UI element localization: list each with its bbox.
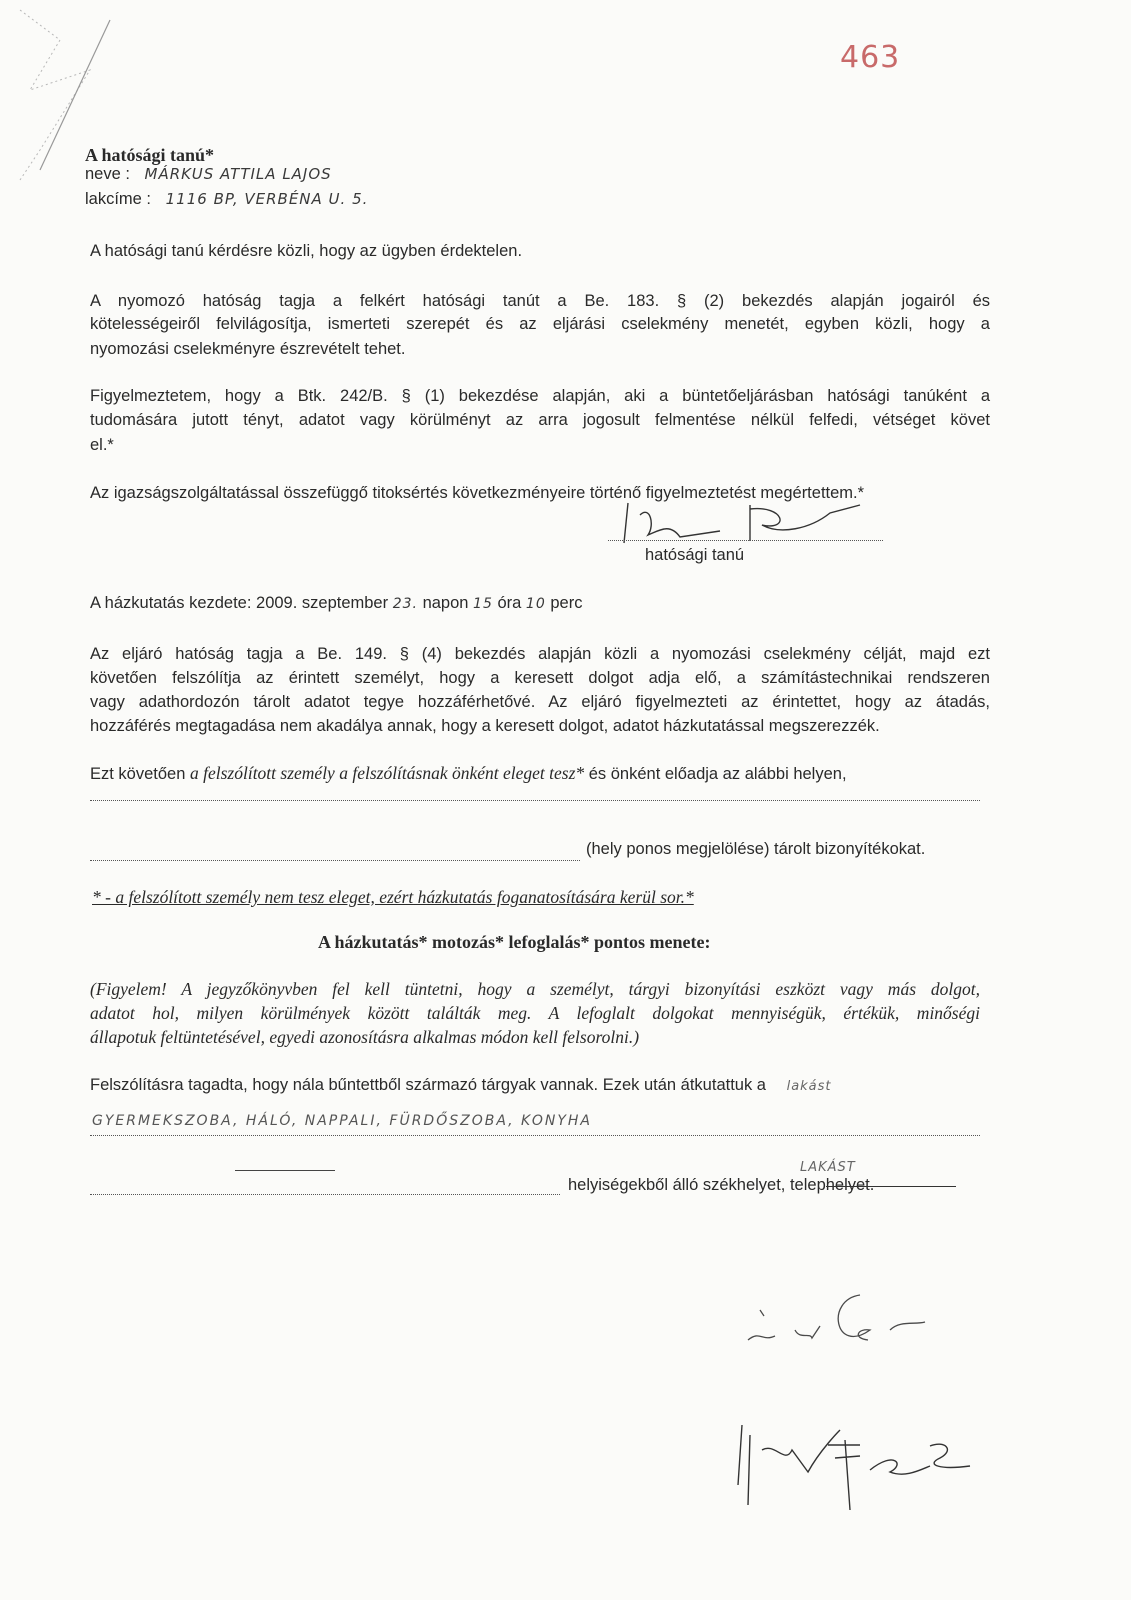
name-value: MÁRKUS ATTILA LAJOS	[144, 165, 332, 183]
search-day: 23.	[392, 596, 418, 612]
official-signature	[720, 1410, 980, 1530]
rights-line: A nyomozó hatóság tagja a felkért hatósági tanút a Be. 183. § (2) bekezdés alapján jogairól és	[90, 292, 990, 310]
rooms-stroke	[235, 1170, 335, 1171]
comply-start: Ezt követően	[90, 765, 186, 783]
place-end-text: (hely ponos megjelölése) tárolt bizonyítékokat.	[586, 840, 926, 858]
witness-name-row	[85, 165, 332, 184]
perc-label: perc	[550, 594, 583, 612]
search-start-row	[90, 594, 582, 613]
witness-address-row	[85, 190, 368, 209]
rights-line: nyomozási cselekményre észrevételt tehet.	[90, 340, 406, 358]
refused-text: Felszólításra tagadta, hogy nála bűntettből származó tárgyak vannak. Ezek után átkutattuk a	[90, 1076, 766, 1094]
search-start-prefix: A házkutatás kezdete: 2009. szeptember	[90, 594, 389, 612]
rooms-count-handwritten: LAKÁST	[800, 1160, 856, 1175]
interest-paragraph: A hatósági tanú kérdésre közli, hogy az ügyben érdektelen.	[90, 242, 523, 260]
rooms-end-text: helyiségekből álló székhelyet, telephelyet.	[568, 1176, 875, 1194]
warning-line: Figyelmeztetem, hogy a Btk. 242/B. § (1) bekezdése alapján, aki a büntetőeljárásban hatósági tanúként a	[90, 387, 990, 405]
strikethrough	[826, 1186, 956, 1187]
place-dotted-line-2	[90, 860, 580, 861]
refuse-statement: * - a felszólított személy nem tesz eleget, ezért házkutatás foganatosítására kerül sor.*	[92, 887, 694, 907]
signature-caption: hatósági tanú	[645, 546, 745, 564]
refused-row	[90, 1076, 832, 1095]
procedure-line: vagy adathordozón tárolt adatot tegye hozzáférhetővé. Az eljáró figyelmezteti az érintettet, hogy az átadás,	[90, 693, 990, 711]
officer-signature	[740, 1270, 970, 1360]
address-label: lakcíme :	[85, 190, 152, 208]
warning-line: el.*	[90, 436, 114, 454]
course-heading: A házkutatás* motozás* lefoglalás* pontos menete:	[318, 932, 711, 952]
witness-signature	[600, 495, 900, 550]
attention-line: adatot hol, milyen körülmények között találták meg. A lefoglalt dolgokat mennyiségük, értékük, minőségi	[90, 1003, 980, 1023]
refused-handwritten: lakást	[786, 1079, 832, 1094]
understood-statement: Az igazságszolgáltatással összefüggő titoksértés következményeire történő figyelmeztetést megértettem.*	[90, 484, 865, 502]
ora-label: óra	[497, 594, 522, 612]
rooms-count-dotted-line	[90, 1194, 560, 1195]
name-label: neve :	[85, 165, 130, 183]
signature-line	[608, 540, 883, 541]
warning-line: tudomására jutott tényt, adatot vagy körülményt az arra jogosult felmentése nélkül felfedi, vétséget követ	[90, 411, 990, 429]
address-value: 1116 BP, VERBÉNA U. 5.	[165, 190, 369, 208]
procedure-line: követően felszólítja az érintett személyt, hogy a keresett dolgot adja elő, a számítástechnikai rendszeren	[90, 669, 990, 687]
witness-heading: A hatósági tanú*	[85, 145, 215, 165]
procedure-line: Az eljáró hatóság tagja a Be. 149. § (4) bekezdés alapján közli a nyomozási cselekmény célját, majd ezt	[90, 645, 990, 663]
comply-rest: és önként előadja az alábbi helyen,	[588, 765, 847, 783]
place-dotted-line-1	[90, 800, 980, 801]
search-minute: 10	[525, 596, 546, 612]
rooms-dotted-line	[90, 1135, 980, 1136]
rights-line: kötelességeiről felvilágosítja, ismerteti szerepét és az eljárási cselekmény menetét, egyben közli, hogy a	[90, 315, 990, 333]
page-number: 463	[840, 40, 901, 75]
napon-label: napon	[422, 594, 469, 612]
attention-line: állapotuk feltüntetésével, egyedi azonosításra alkalmas módon kell felsorolni.)	[90, 1027, 640, 1047]
comply-italic: a felszólított személy a felszólításnak önként eleget tesz*	[189, 763, 585, 783]
procedure-line: hozzáférés megtagadása nem akadálya annak, hogy a keresett dolgot, adatot házkutatással megszerezzék.	[90, 717, 880, 735]
search-hour: 15	[473, 596, 493, 612]
rooms-handwritten: GYERMEKSZOBA, HÁLÓ, NAPPALI, FÜRDŐSZOBA, KONYHA	[92, 1113, 593, 1129]
attention-line: (Figyelem! A jegyzőkönyvben fel kell tüntetni, hogy a személyt, tárgyi bizonyítási eszközt vagy más dolgot,	[90, 979, 980, 999]
comply-paragraph	[90, 762, 990, 785]
